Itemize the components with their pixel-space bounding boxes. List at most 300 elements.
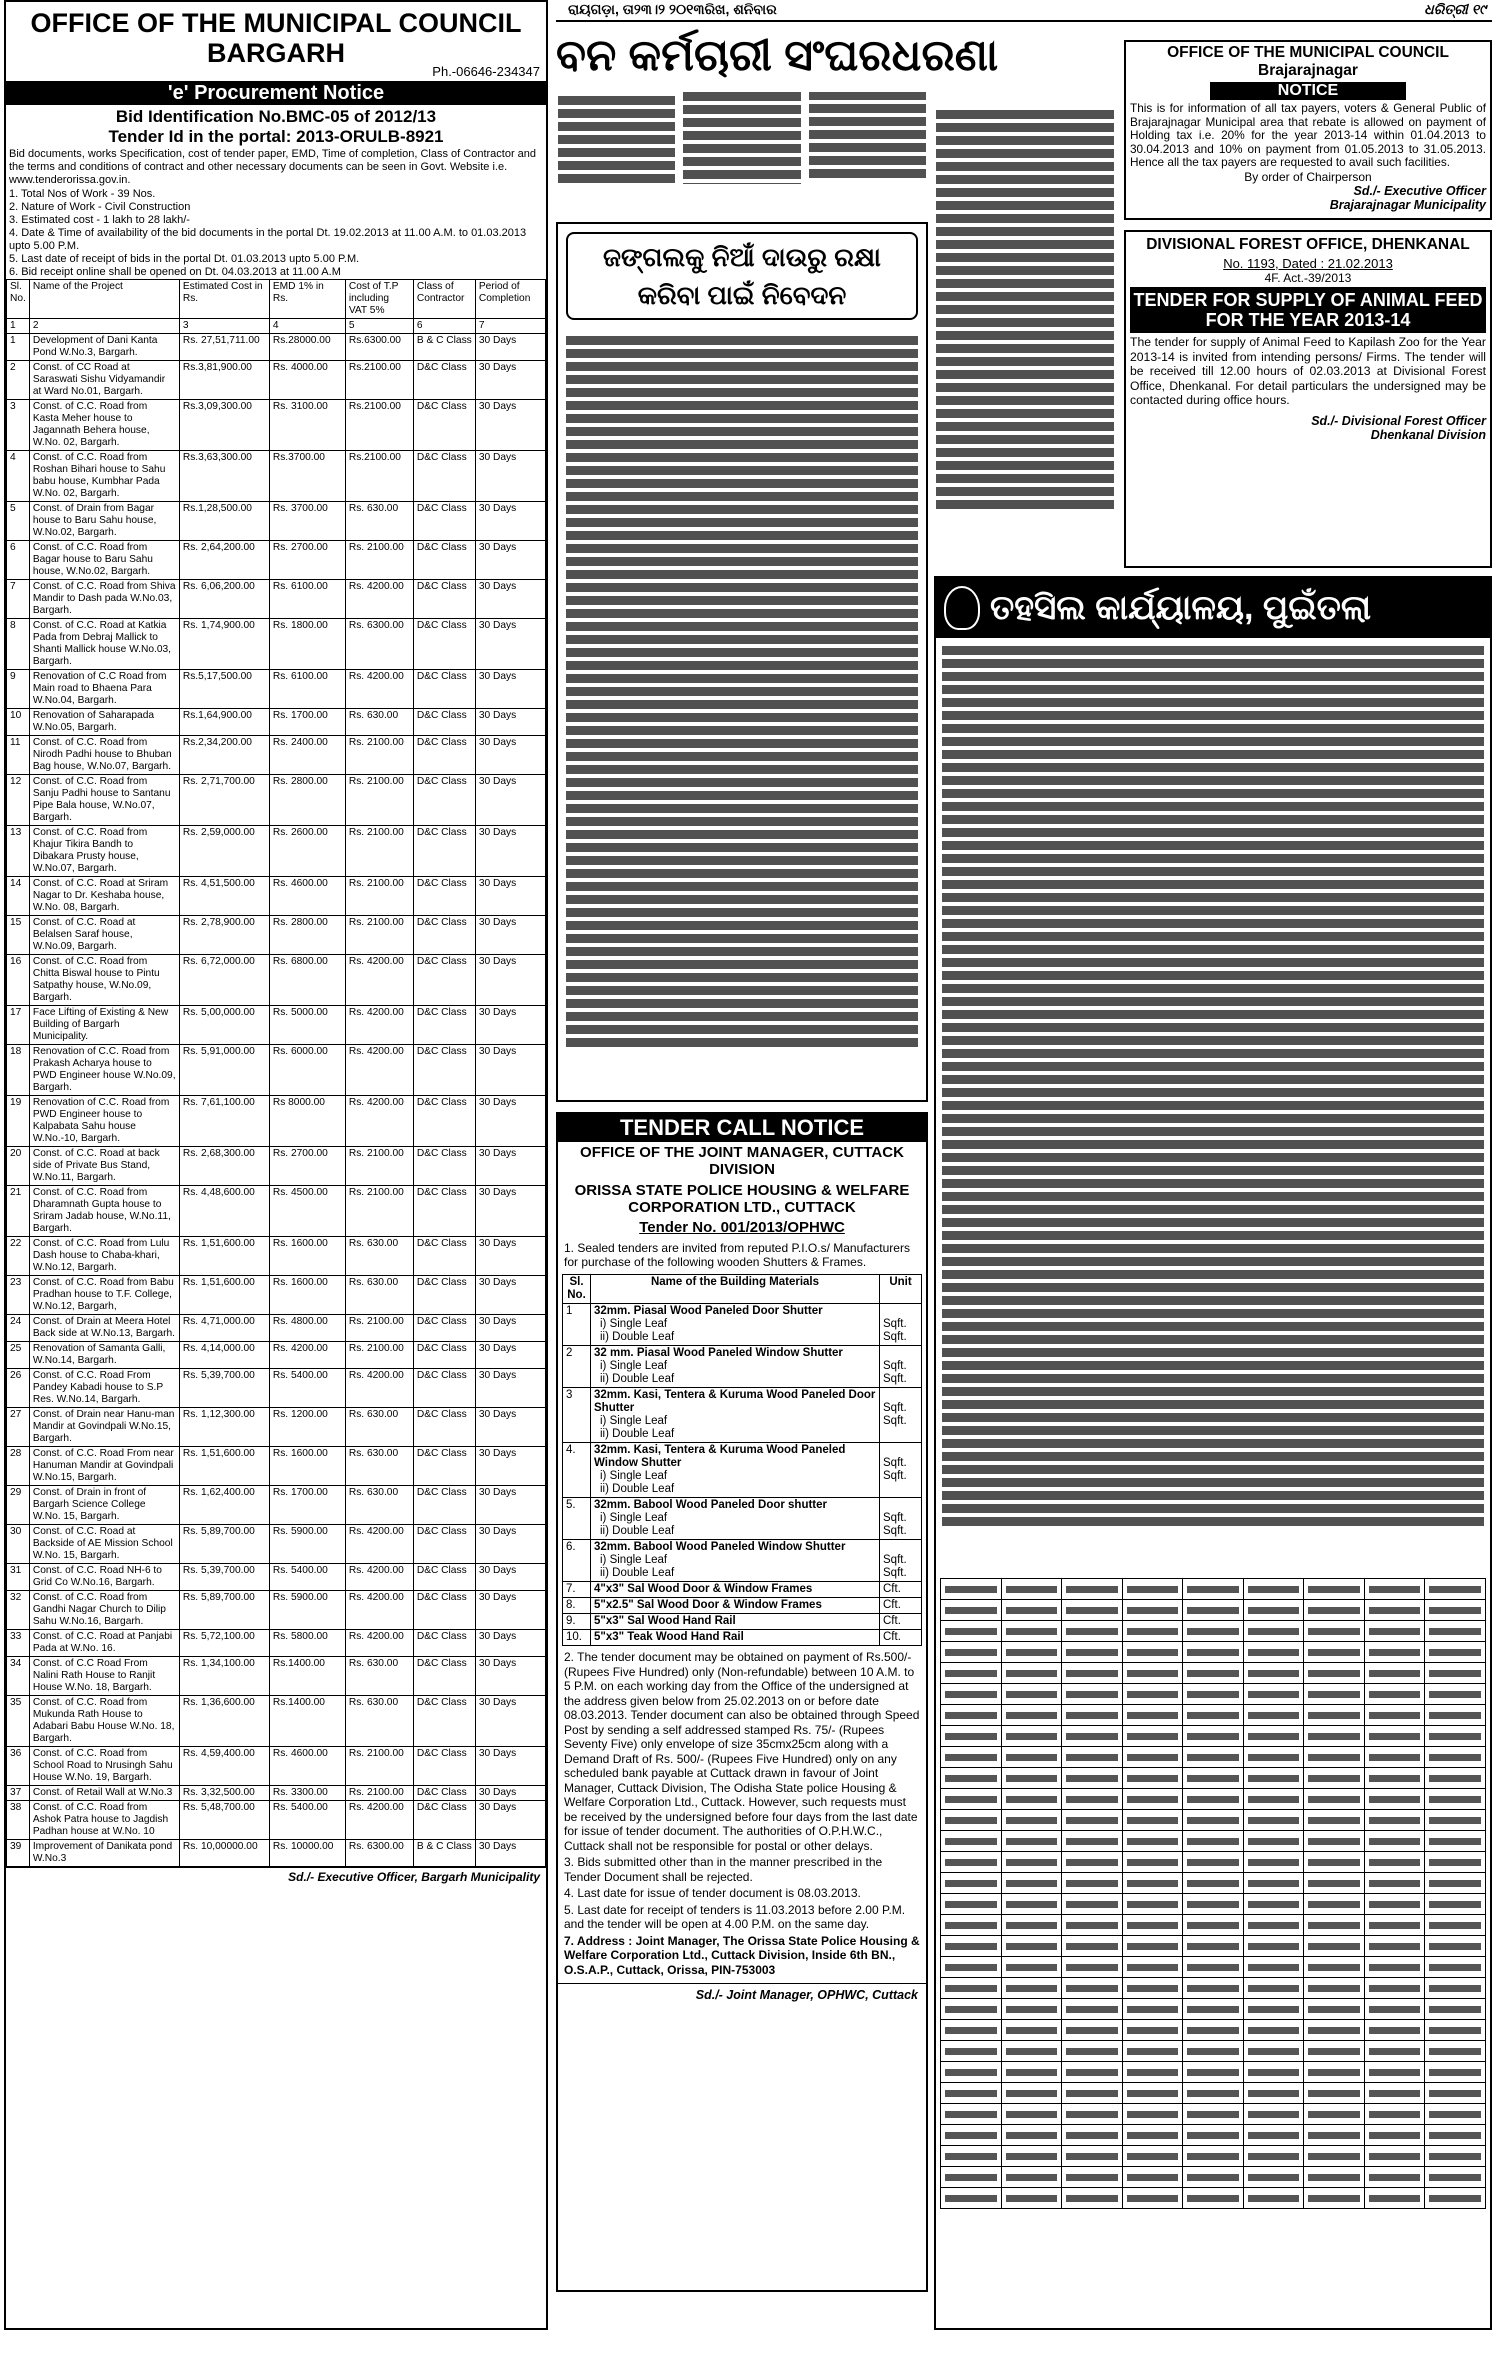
table-cell (1243, 2188, 1304, 2209)
table-row (7, 736, 546, 775)
table-cell: Rs. 2100.00 (345, 916, 413, 955)
table-cell: D&C Class (413, 502, 475, 541)
item-unit-cell (880, 1346, 922, 1388)
header-cell: Estimated Cost in Rs. (179, 280, 269, 319)
item-unit: Sqft. (883, 1318, 907, 1330)
table-cell (1364, 1705, 1425, 1726)
table-cell (1364, 1915, 1425, 1936)
table-row (563, 1388, 922, 1443)
table-cell (1001, 2041, 1062, 2062)
table-cell (1001, 1768, 1062, 1789)
table-cell (941, 1873, 1002, 1894)
table-cell (1062, 1957, 1123, 1978)
table-cell (1364, 2188, 1425, 2209)
table-cell: Rs. 6,72,000.00 (179, 955, 269, 1006)
table-cell: Rs. 1,34,100.00 (179, 1657, 269, 1696)
table-cell: D&C Class (413, 916, 475, 955)
table-cell (1243, 1831, 1304, 1852)
brajarajnagar-body: This is for information of all tax payers, voters & General Public of Brajarajnagar Municipal area that rebate is allowed on payment of Holding tax i.e. 20% for the year 2013-14 within 01.04.2013 to 30.04.2013 and 10% on payment from 01.05.2013 to 31.05.2013. Hence all the tax payers are requested to avail such facilities. (1130, 101, 1486, 169)
item-unit: Sqft. (883, 1567, 907, 1579)
item-name: 32mm. Piasal Wood Paneled Door Shutter (594, 1305, 823, 1317)
table-row (941, 2146, 1486, 2167)
table-row (941, 1747, 1486, 1768)
item-unit-cell (880, 1598, 922, 1614)
item-number: 2 (563, 1346, 591, 1388)
item-name: 5"x3" Teak Wood Hand Rail (594, 1631, 744, 1643)
table-cell: Const. of C.C. Road from Nirodh Padhi house to Bhuban Bag house, W.No.07, Bargarh. (29, 736, 179, 775)
table-cell (1425, 1684, 1486, 1705)
table-row (563, 1582, 922, 1598)
table-cell: Rs. 1,12,300.00 (179, 1408, 269, 1447)
item-unit: Sqft. (883, 1360, 907, 1372)
table-cell: Rs.6300.00 (345, 334, 413, 361)
masthead-date: ରାୟଗଡ଼ା, ତା୨୩।୨ ୨୦୧୩ରିଖ, ଶନିବାର (568, 1, 777, 17)
table-cell (1183, 1579, 1244, 1600)
table-cell (1425, 1852, 1486, 1873)
table-cell: Rs. 4200.00 (345, 955, 413, 1006)
item-unit: Sqft. (883, 1331, 907, 1343)
tahasil-title-bar (936, 578, 1490, 638)
table-cell: Rs. 6100.00 (269, 670, 345, 709)
table-cell (1001, 1894, 1062, 1915)
table-cell: Rs.1,64,900.00 (179, 709, 269, 736)
table-cell: Const. of C.C. Road from Babu Pradhan house to T.F. College, W.No.12, Bargarh, (29, 1276, 179, 1315)
table-cell: D&C Class (413, 580, 475, 619)
table-cell (1062, 1810, 1123, 1831)
table-cell: Const. of C.C. Road from Sanju Padhi house to Santanu Pipe Bala house, W.No.07, Bargarh. (29, 775, 179, 826)
table-cell: Rs. 5,48,700.00 (179, 1801, 269, 1840)
table-cell: Rs. 630.00 (345, 1696, 413, 1747)
item-number: 3 (563, 1388, 591, 1443)
table-cell (1425, 1936, 1486, 1957)
table-cell: 30 Days (475, 1237, 545, 1276)
item-unit-cell (880, 1540, 922, 1582)
table-cell: D&C Class (413, 451, 475, 502)
table-row (7, 1315, 546, 1342)
table-cell: Const. of C.C. Road from Lulu Dash house to Chaba-khari, W.No.12, Bargarh. (29, 1237, 179, 1276)
item-number: 1 (563, 1304, 591, 1346)
table-cell: Rs. 1,62,400.00 (179, 1486, 269, 1525)
table-cell (1122, 1726, 1183, 1747)
table-cell: 30 Days (475, 619, 545, 670)
item-unit-cell (880, 1388, 922, 1443)
table-cell: Rs. 2,68,300.00 (179, 1147, 269, 1186)
table-cell: Rs. 5,39,700.00 (179, 1369, 269, 1408)
table-cell (1062, 2167, 1123, 2188)
bargarh-notice (4, 0, 548, 2330)
table-cell (1364, 1936, 1425, 1957)
item-unit: Cft. (883, 1583, 901, 1595)
table-cell: D&C Class (413, 775, 475, 826)
header-cell: Unit (880, 1275, 922, 1304)
table-cell (1001, 1579, 1062, 1600)
brajarajnagar-notice (1124, 40, 1492, 220)
table-cell: Rs. 4,51,500.00 (179, 877, 269, 916)
header-cell: Class of Contractor (413, 280, 475, 319)
table-cell: 38 (7, 1801, 30, 1840)
table-cell: Rs. 1600.00 (269, 1447, 345, 1486)
table-cell: Rs. 2100.00 (345, 1315, 413, 1342)
tender-call-office: OFFICE OF THE JOINT MANAGER, CUTTACK DIVISION (580, 1144, 904, 1178)
table-cell: 30 Days (475, 1801, 545, 1840)
table-cell (1304, 2104, 1365, 2125)
table-cell: Renovation of C.C. Road from PWD Engineer house to Kalpabata Sahu house W.No.-10, Bargarh. (29, 1096, 179, 1147)
table-cell (1183, 2104, 1244, 2125)
item-name: 5"x3" Sal Wood Hand Rail (594, 1615, 736, 1627)
table-cell: Rs. 5,89,700.00 (179, 1591, 269, 1630)
table-cell (941, 1915, 1002, 1936)
table-row (7, 1657, 546, 1696)
table-cell (1122, 1831, 1183, 1852)
table-cell: Rs. 4000.00 (269, 361, 345, 400)
table-cell: Rs. 6300.00 (345, 1840, 413, 1867)
table-cell: Rs.3,63,300.00 (179, 451, 269, 502)
table-cell: 30 Days (475, 916, 545, 955)
table-cell (1243, 1726, 1304, 1747)
item-sub: ii) Double Leaf (600, 1567, 675, 1579)
item-unit: Sqft. (883, 1373, 907, 1385)
table-cell: Rs. 5,89,700.00 (179, 1525, 269, 1564)
table-cell: 30 Days (475, 541, 545, 580)
table-cell: Rs. 630.00 (345, 709, 413, 736)
table-cell (1062, 2188, 1123, 2209)
table-cell (941, 2104, 1002, 2125)
table-cell (1001, 2083, 1062, 2104)
table-cell: 24 (7, 1315, 30, 1342)
table-cell (1425, 1726, 1486, 1747)
table-cell: Rs 8000.00 (269, 1096, 345, 1147)
table-cell (1425, 2083, 1486, 2104)
table-cell (1364, 1684, 1425, 1705)
bargarh-points (6, 188, 546, 279)
table-cell (1001, 1747, 1062, 1768)
table-cell (1304, 1768, 1365, 1789)
table-cell (941, 2041, 1002, 2062)
table-cell (1062, 1789, 1123, 1810)
table-cell (941, 1789, 1002, 1810)
table-cell: D&C Class (413, 1747, 475, 1786)
table-cell: B & C Class (413, 334, 475, 361)
table-row (7, 400, 546, 451)
table-cell (1001, 1789, 1062, 1810)
table-cell (1001, 1936, 1062, 1957)
brajarajnagar-office: OFFICE OF THE MUNICIPAL COUNCIL Brajarajnagar (1167, 44, 1449, 79)
table-cell (941, 2167, 1002, 2188)
table-cell (1364, 1579, 1425, 1600)
table-cell: Rs. 3300.00 (269, 1786, 345, 1801)
table-row (563, 1630, 922, 1646)
table-cell (1304, 1579, 1365, 1600)
dhenkanal-ref: No. 1193, Dated : 21.02.2013 (1223, 256, 1393, 271)
table-row (941, 1810, 1486, 1831)
table-cell (1062, 1621, 1123, 1642)
table-cell (1364, 2083, 1425, 2104)
table-cell: 30 Days (475, 826, 545, 877)
table-cell: D&C Class (413, 541, 475, 580)
table-row (7, 1591, 546, 1630)
table-cell (1425, 1768, 1486, 1789)
table-row (7, 1276, 546, 1315)
odia-box-body (558, 328, 926, 1055)
table-cell: Rs. 630.00 (345, 502, 413, 541)
table-row (941, 1621, 1486, 1642)
col-number: 5 (345, 319, 413, 334)
table-cell: Rs. 4200.00 (345, 1045, 413, 1096)
item-unit: Cft. (883, 1615, 901, 1627)
table-cell (1364, 1894, 1425, 1915)
table-cell (1425, 2104, 1486, 2125)
table-cell (1001, 2020, 1062, 2041)
para-4: 4. Last date for issue of tender document is 08.03.2013. (564, 1886, 861, 1900)
item-number: 8. (563, 1598, 591, 1614)
table-cell: Const. of C.C. Road at back side of Private Bus Stand, W.No.11, Bargarh. (29, 1147, 179, 1186)
table-cell: Renovation of Samanta Galli, W.No.14, Bargarh. (29, 1342, 179, 1369)
table-cell (1364, 1978, 1425, 1999)
table-row (7, 1564, 546, 1591)
table-cell (1001, 1810, 1062, 1831)
table-row (7, 361, 546, 400)
table-cell (1062, 1684, 1123, 1705)
dhenkanal-signature-2: Dhenkanal Division (1370, 427, 1486, 442)
table-cell (1062, 1642, 1123, 1663)
table-cell: 19 (7, 1096, 30, 1147)
middle-column (556, 24, 999, 2354)
table-cell: 2 (7, 361, 30, 400)
table-cell: Rs. 2100.00 (345, 1786, 413, 1801)
table-row (7, 1525, 546, 1564)
table-cell: Const. of Drain in front of Bargarh Science College W.No. 15, Bargarh. (29, 1486, 179, 1525)
table-cell (1304, 1957, 1365, 1978)
table-cell (1183, 1642, 1244, 1663)
table-cell (1425, 2020, 1486, 2041)
table-row (7, 502, 546, 541)
masthead-strip (556, 0, 1492, 22)
table-cell (1062, 1936, 1123, 1957)
table-cell (1183, 1915, 1244, 1936)
item-sub: i) Single Leaf (600, 1470, 668, 1482)
procurement-band: 'e' Procurement Notice (6, 81, 546, 105)
table-cell: Rs. 2,64,200.00 (179, 541, 269, 580)
table-cell (1304, 1999, 1365, 2020)
table-cell (1364, 2020, 1425, 2041)
table-cell (1001, 2167, 1062, 2188)
project-table (6, 279, 546, 1867)
table-cell: Rs. 5000.00 (269, 1006, 345, 1045)
table-cell: Rs. 2800.00 (269, 916, 345, 955)
table-row (941, 1642, 1486, 1663)
table-cell: 30 Days (475, 1447, 545, 1486)
table-cell: Rs. 5400.00 (269, 1801, 345, 1840)
table-row (7, 670, 546, 709)
table-cell (1243, 1810, 1304, 1831)
table-cell (1364, 2041, 1425, 2062)
table-cell: 21 (7, 1186, 30, 1237)
table-cell (1062, 1873, 1123, 1894)
table-cell: Rs. 5800.00 (269, 1630, 345, 1657)
table-cell: Rs. 5900.00 (269, 1591, 345, 1630)
table-cell (1243, 2062, 1304, 2083)
table-cell (1122, 1789, 1183, 1810)
header-cell: Name of the Project (29, 280, 179, 319)
table-cell: 30 Days (475, 361, 545, 400)
table-cell (1001, 1915, 1062, 1936)
table-cell: Rs. 4200.00 (345, 1096, 413, 1147)
table-cell (941, 1642, 1002, 1663)
table-cell: Rs. 7,61,100.00 (179, 1096, 269, 1147)
table-cell (1243, 1852, 1304, 1873)
table-cell (1425, 2188, 1486, 2209)
table-row (563, 1598, 922, 1614)
table-cell: 32 (7, 1591, 30, 1630)
table-row (941, 1915, 1486, 1936)
table-row (7, 1045, 546, 1096)
item-number: 5. (563, 1498, 591, 1540)
table-cell: Rs. 1700.00 (269, 709, 345, 736)
table-cell: Rs. 630.00 (345, 1657, 413, 1696)
table-cell: 30 Days (475, 1630, 545, 1657)
table-cell: 30 Days (475, 1369, 545, 1408)
table-row (941, 2125, 1486, 2146)
table-cell (1243, 2125, 1304, 2146)
table-cell (941, 1600, 1002, 1621)
item-name-cell (591, 1614, 880, 1630)
table-cell (941, 1957, 1002, 1978)
table-cell: Rs. 2100.00 (345, 826, 413, 877)
table-cell: Rs. 5400.00 (269, 1369, 345, 1408)
table-cell (1425, 1915, 1486, 1936)
table-cell: 27 (7, 1408, 30, 1447)
table-cell (1304, 1663, 1365, 1684)
table-cell: 18 (7, 1045, 30, 1096)
table-cell (1364, 2167, 1425, 2188)
table-cell (1304, 1978, 1365, 1999)
table-cell: D&C Class (413, 877, 475, 916)
table-cell (1304, 1789, 1365, 1810)
table-cell (1122, 1663, 1183, 1684)
table-cell: Const. of C.C. Road From Pandey Kabadi house to S.P Res. W.No.14, Bargarh. (29, 1369, 179, 1408)
table-cell: Rs. 2,71,700.00 (179, 775, 269, 826)
table-cell (1183, 1747, 1244, 1768)
table-cell (1183, 1600, 1244, 1621)
table-cell: 7 (7, 580, 30, 619)
table-cell: Rs. 4,59,400.00 (179, 1747, 269, 1786)
table-cell (1425, 1642, 1486, 1663)
table-cell: D&C Class (413, 619, 475, 670)
table-cell (1304, 1621, 1365, 1642)
table-cell: 30 Days (475, 670, 545, 709)
table-cell: 20 (7, 1147, 30, 1186)
table-cell (1001, 2188, 1062, 2209)
table-cell: Const. of C.C. Road at Backside of AE Mission School W.No. 15, Bargarh. (29, 1525, 179, 1564)
table-cell: Rs. 2600.00 (269, 826, 345, 877)
table-cell (1183, 1768, 1244, 1789)
brajarajnagar-signature: Sd./- Executive Officer (1353, 183, 1486, 198)
table-cell (941, 1747, 1002, 1768)
table-cell (1062, 2020, 1123, 2041)
item-unit: Cft. (883, 1631, 901, 1643)
table-cell: Rs. 4600.00 (269, 1747, 345, 1786)
header-cell: EMD 1% in Rs. (269, 280, 345, 319)
table-cell: 30 Days (475, 877, 545, 916)
table-cell (1425, 1579, 1486, 1600)
table-cell: Rs.5,17,500.00 (179, 670, 269, 709)
table-cell: D&C Class (413, 1591, 475, 1630)
dhenkanal-signature: Sd./- Divisional Forest Officer (1311, 413, 1486, 428)
table-row (7, 709, 546, 736)
tender-call-intro: 1. Sealed tenders are invited from reputed P.I.O.s/ Manufacturers for purchase of the following wooden Shutters & Frames. (564, 1241, 910, 1269)
item-sub: i) Single Leaf (600, 1360, 668, 1372)
table-row (7, 916, 546, 955)
table-cell (1425, 1621, 1486, 1642)
bargarh-phone: Ph.-06646-234347 (432, 64, 540, 79)
table-cell: D&C Class (413, 1006, 475, 1045)
table-cell: 30 (7, 1525, 30, 1564)
tahasil-schedule-table (940, 1578, 1486, 2209)
table-row (7, 1342, 546, 1369)
table-cell: D&C Class (413, 1342, 475, 1369)
table-cell (1364, 1621, 1425, 1642)
table-cell: Rs. 3,32,500.00 (179, 1786, 269, 1801)
table-cell: Rs.28000.00 (269, 334, 345, 361)
bargarh-signature: Sd./- Executive Officer, Bargarh Municipality (6, 1867, 546, 1886)
table-cell (1243, 2104, 1304, 2125)
table-cell: Rs. 4200.00 (345, 1564, 413, 1591)
table-cell: Rs. 5,39,700.00 (179, 1564, 269, 1591)
table-cell: Const. of C.C. Road from Bagar house to Baru Sahu house, W.No.02, Bargarh. (29, 541, 179, 580)
table-cell: Rs. 4200.00 (345, 1525, 413, 1564)
table-cell (1364, 1768, 1425, 1789)
table-cell: Renovation of Saharapada W.No.05, Bargarh. (29, 709, 179, 736)
table-cell (1183, 2083, 1244, 2104)
item-name: 5"x2.5" Sal Wood Door & Window Frames (594, 1599, 822, 1611)
table-cell: Rs. 1800.00 (269, 619, 345, 670)
table-cell: Rs. 6100.00 (269, 580, 345, 619)
table-cell: Rs. 1600.00 (269, 1276, 345, 1315)
table-cell: D&C Class (413, 709, 475, 736)
table-cell (1425, 2041, 1486, 2062)
table-cell: D&C Class (413, 1147, 475, 1186)
item-sub: i) Single Leaf (600, 1512, 668, 1524)
table-cell: 30 Days (475, 1657, 545, 1696)
table-cell (1122, 2125, 1183, 2146)
table-cell: 5 (7, 502, 30, 541)
odia-forest-appeal-box (556, 222, 928, 1102)
table-cell (1001, 2062, 1062, 2083)
table-cell (1304, 2020, 1365, 2041)
table-cell (1243, 1663, 1304, 1684)
table-cell (1364, 1810, 1425, 1831)
table-cell (1243, 1999, 1304, 2020)
table-cell: Rs. 2400.00 (269, 736, 345, 775)
table-cell (1243, 1915, 1304, 1936)
table-cell: Const. of C.C. Road at Katkia Pada from Debraj Mallick to Shanti Mallick house W.No.03, Bargarh. (29, 619, 179, 670)
table-cell (1122, 1621, 1183, 1642)
item-unit-cell (880, 1498, 922, 1540)
table-cell: 30 Days (475, 1840, 545, 1867)
table-cell (1062, 1705, 1123, 1726)
table-cell (1304, 2167, 1365, 2188)
point: 1. Total Nos of Work - 39 Nos. (9, 188, 156, 200)
table-cell: Rs. 2100.00 (345, 1186, 413, 1237)
table-cell (1001, 1999, 1062, 2020)
odia-article-continued (934, 104, 1116, 564)
table-cell: Const. of C.C Road From Nalini Rath House to Ranjit House W.No. 18, Bargarh. (29, 1657, 179, 1696)
table-cell (1364, 1789, 1425, 1810)
table-cell: 30 Days (475, 1147, 545, 1186)
table-cell: Rs. 1,51,600.00 (179, 1276, 269, 1315)
table-cell: Const. of CC Road at Saraswati Sishu Vidyamandir at Ward No.01, Bargarh. (29, 361, 179, 400)
table-cell (1364, 1663, 1425, 1684)
